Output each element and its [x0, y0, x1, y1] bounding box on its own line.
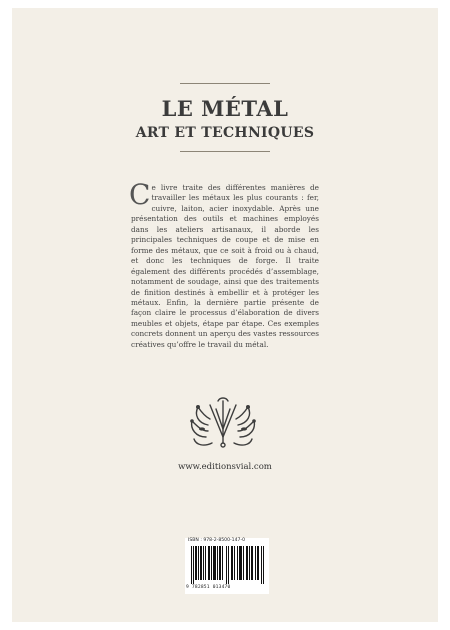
barcode-icon — [191, 546, 265, 584]
book-subtitle: ART ET TECHNIQUES — [135, 125, 315, 141]
top-divider — [180, 83, 270, 84]
barcode-panel — [185, 538, 269, 594]
publisher-monogram-icon — [188, 395, 258, 450]
publisher-website: www.editionsvial.com — [178, 462, 272, 472]
isbn-label: ISBN : 978-2-8500-147-0 — [188, 538, 246, 543]
description-text: e livre traite des différentes manières de travailler les métaux les plus courants : fer, cuivre, laiton, acier inoxydable. Après une présentation des outils et machines employés dans les ateliers artisanaux, il aborde les principales techniques de coupe et de mise en forme des métaux, que ce soit à froid ou à chaud, et donc les techniques de forge. Il traite également des différents procédés d’assemblage, notamment de soudage, ainsi que des traitements de finition destinés à embellir et à protéger les métaux. Enfin, la dernière partie présente de façon claire le processus d’élaboration de divers meubles et objets, étape par étape. Ces exemples concrets donnent un aperçu des vastes ressources créatives qu’offre le travail du métal. — [131, 183, 319, 349]
bottom-divider — [180, 151, 270, 152]
book-description — [129, 178, 319, 350]
drop-cap: C — [129, 178, 151, 211]
barcode-digits: 9 782851 013470 — [186, 585, 231, 590]
book-title: LE MÉTAL — [161, 96, 289, 121]
